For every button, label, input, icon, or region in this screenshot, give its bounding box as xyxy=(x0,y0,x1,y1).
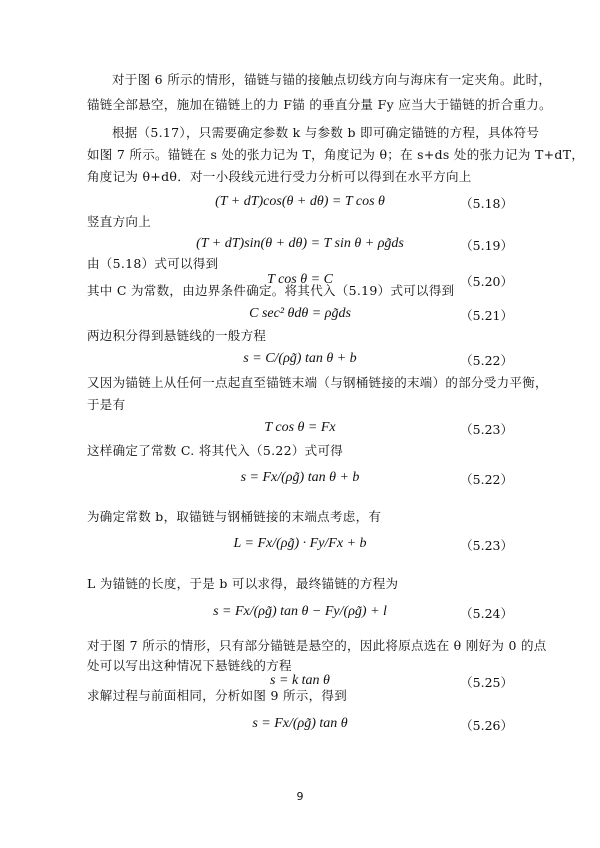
paragraph-line: 竖直方向上 xyxy=(87,214,152,229)
equation-expr: s = C/(ρg̃) tan θ + b xyxy=(243,351,357,366)
equation-expr: (T + dT)sin(θ + dθ) = T sin θ + ρg̃ds xyxy=(196,236,404,251)
equation-number: （5.25） xyxy=(460,675,513,690)
paragraph-line: 又因为锚链上从任何一点起直至锚链末端（与钢桶链接的末端）的部分受力平衡， xyxy=(87,375,548,390)
equation-number: （5.23） xyxy=(460,538,513,553)
paragraph-line: 角度记为 θ+dθ．对一小段线元进行受力分析可以得到在水平方向上 xyxy=(87,169,472,184)
equation-number: （5.22） xyxy=(460,472,513,487)
equation-5-22b xyxy=(87,460,513,500)
paragraph-line: 这样确定了常数 C. 将其代入（5.22）式可得 xyxy=(87,443,344,458)
equation-number: （5.22） xyxy=(460,353,513,368)
equation-number: （5.23） xyxy=(460,422,513,437)
paragraph-line: 处可以写出这种情况下悬链线的方程 xyxy=(87,658,292,673)
equation-5-24 xyxy=(87,592,513,632)
equation-number: （5.19） xyxy=(460,238,513,253)
equation-number: （5.26） xyxy=(460,718,513,733)
equation-expr: L = Fx/(ρg̃) · Fy/Fx + b xyxy=(233,536,367,551)
paragraph-line: 根据（5.17），只需要确定参数 k 与参数 b 即可确定锚链的方程，具体符号 xyxy=(112,125,540,140)
equation-number: （5.20） xyxy=(460,274,513,289)
paragraph-line: 其中 C 为常数，由边界条件确定。将其代入（5.19）式可以得到 xyxy=(87,283,455,298)
paragraph-line: 于是有 xyxy=(87,397,126,412)
equation-expr: s = Fx/(ρg̃) tan θ xyxy=(252,716,348,731)
equation-expr: T cos θ = Fx xyxy=(264,420,336,435)
equation-expr: (T + dT)cos(θ + dθ) = T cos θ xyxy=(215,194,385,209)
paragraph-line: 求解过程与前面相同，分析如图 9 所示，得到 xyxy=(87,688,348,703)
equation-expr: s = Fx/(ρg̃) tan θ − Fy/(ρg̃) + l xyxy=(213,604,387,619)
equation-expr: s = k tan θ xyxy=(270,673,330,688)
equation-number: （5.21） xyxy=(460,308,513,323)
paragraph-line: 由（5.18）式可以得到 xyxy=(87,256,219,271)
paragraph-line: L 为锚链的长度，于是 b 可以求得，最终锚链的方程为 xyxy=(87,576,399,591)
equation-expr: C sec² θdθ = ρg̃ds xyxy=(249,306,351,321)
paragraph-line: 如图 7 所示。锚链在 s 处的张力记为 T，角度记为 θ；在 s+ds 处的张力记为 T+dT， xyxy=(87,147,585,162)
page-number: 9 xyxy=(296,790,304,803)
paragraph-line: 对于图 6 所示的情形，锚链与锚的接触点切线方向与海床有一定夹角。此时， xyxy=(112,72,552,87)
equation-5-23b xyxy=(87,526,513,566)
equation-expr: s = Fx/(ρg̃) tan θ + b xyxy=(240,470,360,485)
equation-number: （5.18） xyxy=(460,196,513,211)
paragraph-line: 两边积分得到悬链线的一般方程 xyxy=(87,328,267,343)
paragraph-line: 对于图 7 所示的情形，只有部分锚链是悬空的，因此将原点选在 θ 刚好为 0 的点 xyxy=(87,638,547,653)
paragraph-line: 为确定常数 b，取锚链与钢桶链接的末端点考虑，有 xyxy=(87,509,382,524)
equation-5-26 xyxy=(87,704,513,744)
equation-expr: T cos θ = C xyxy=(267,272,333,287)
equation-number: （5.24） xyxy=(460,606,513,621)
paragraph-line: 锚链全部悬空，施加在锚链上的力 F锚 的垂直分量 Fy 应当大于锚链的折合重力。 xyxy=(87,97,552,112)
